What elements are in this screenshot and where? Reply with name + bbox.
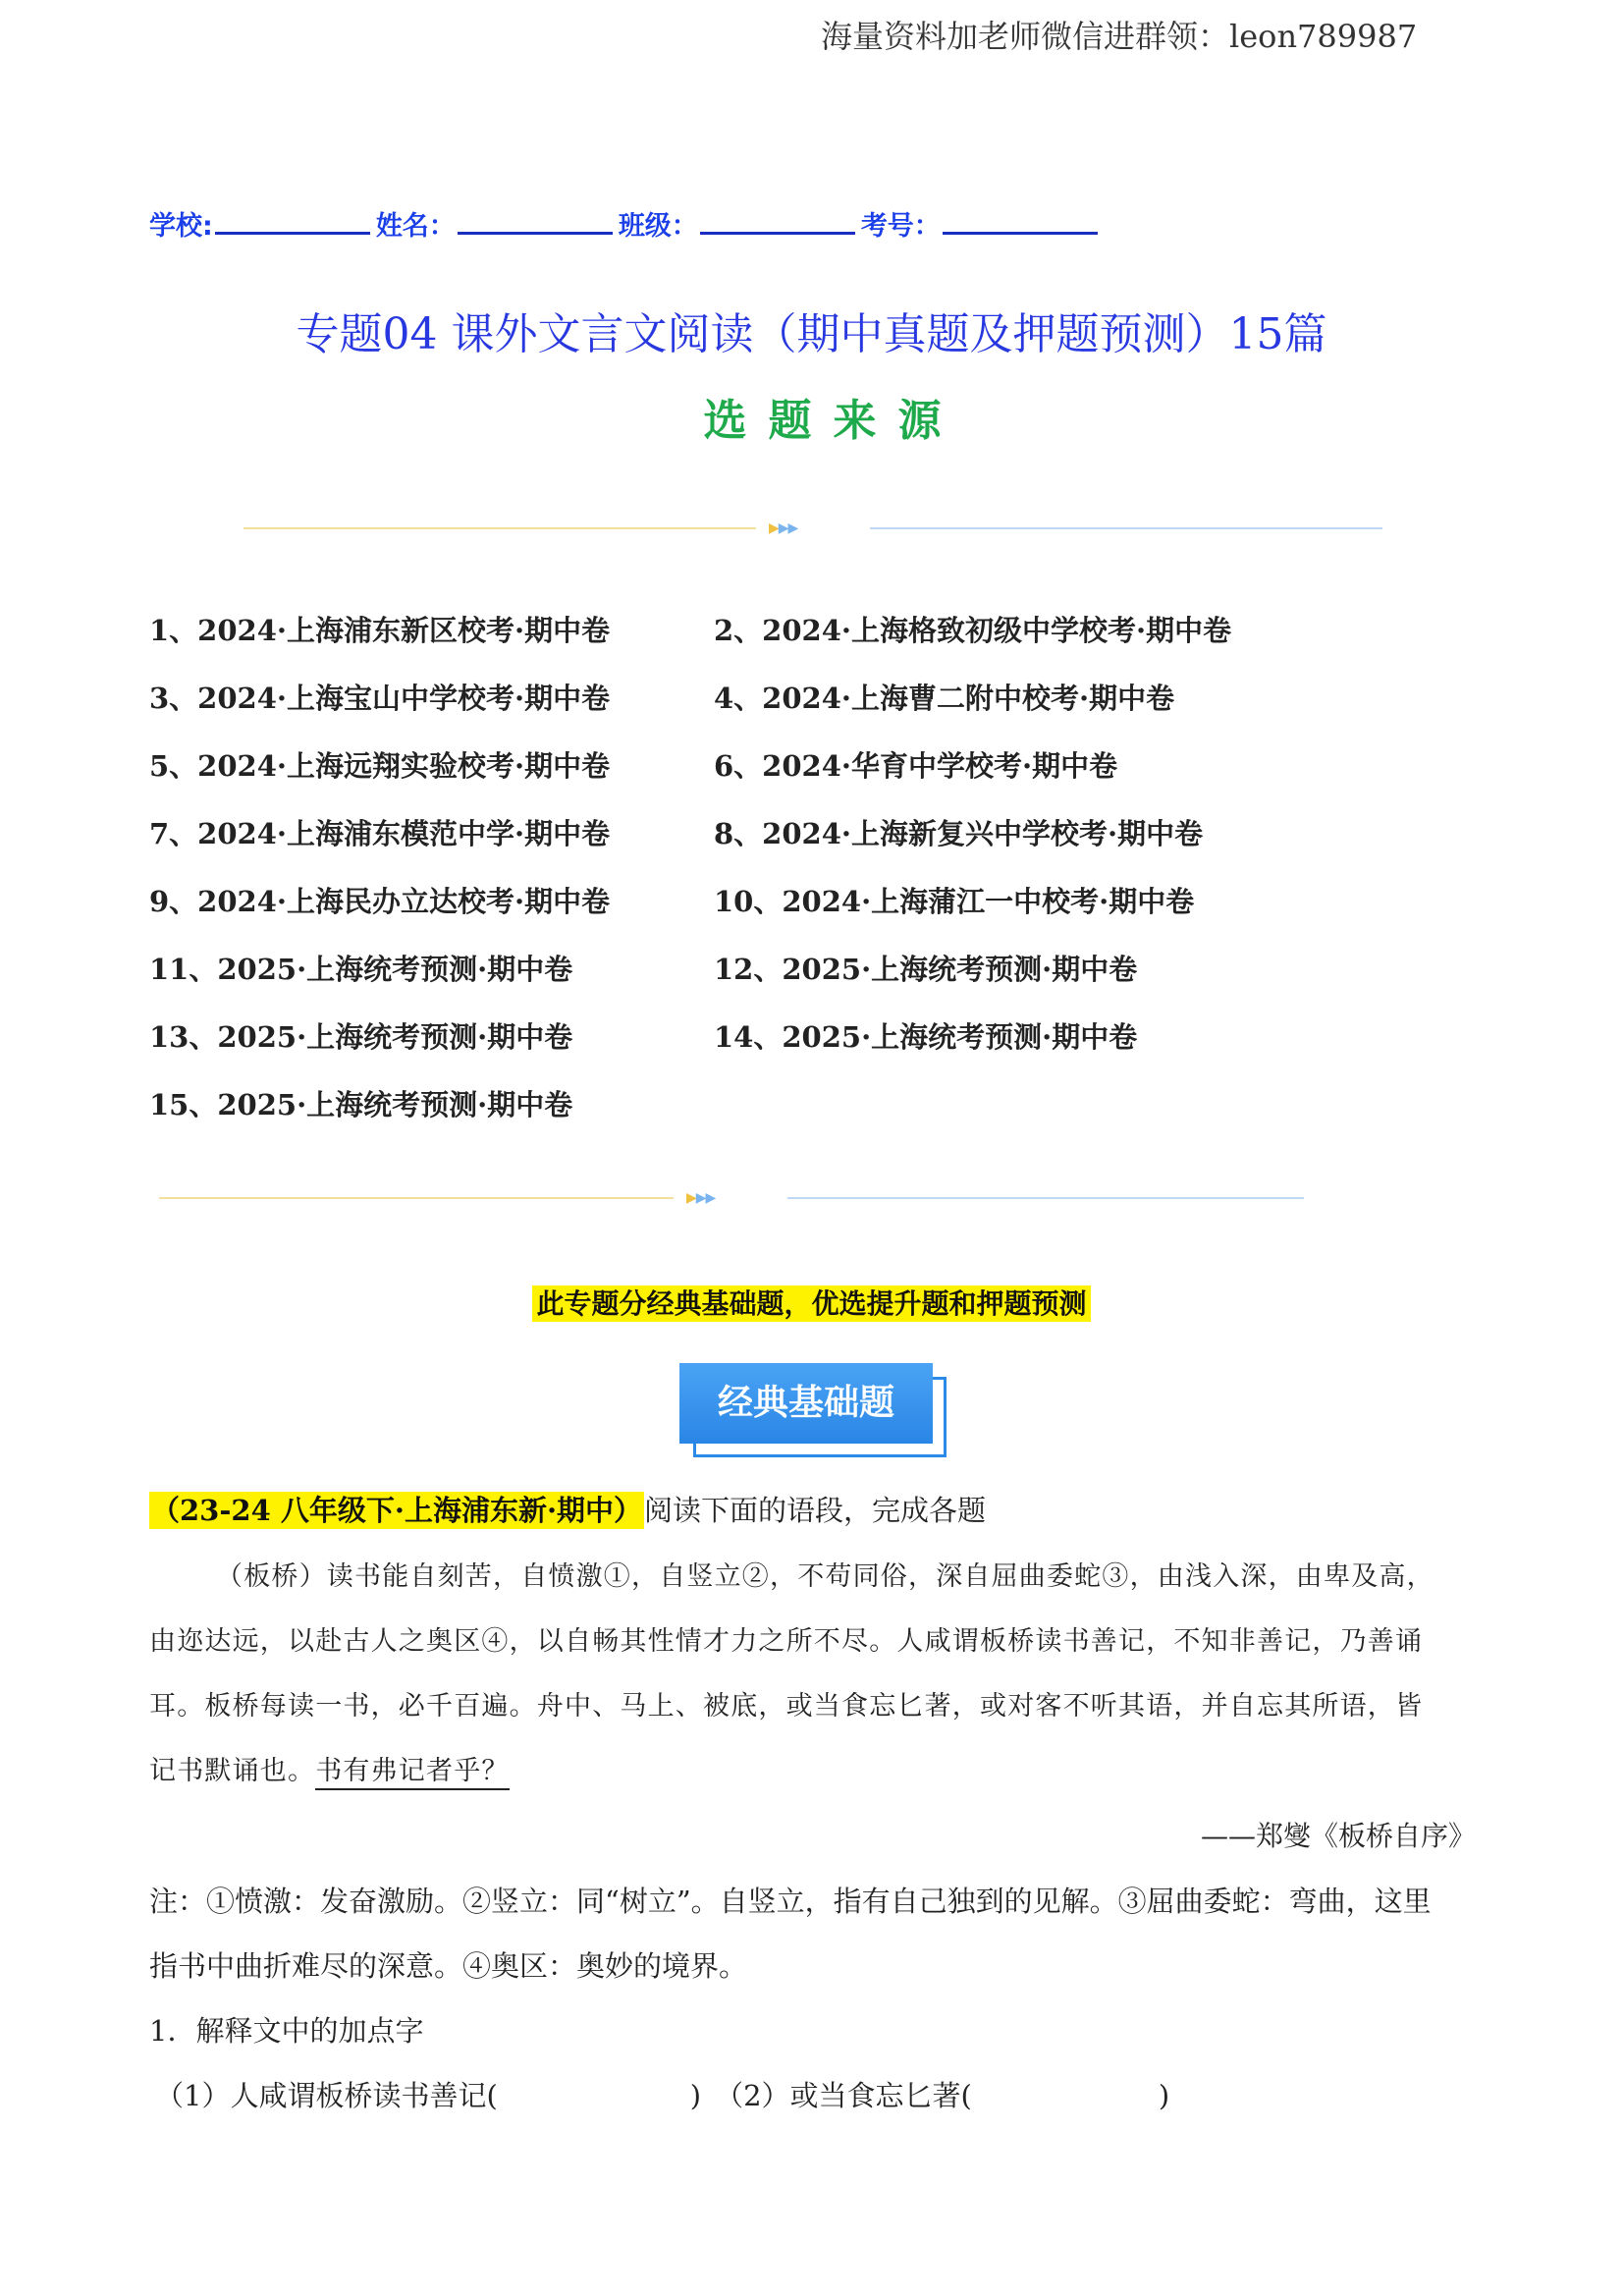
question-1-title: 1．解释文中的加点字 [149,2014,424,2048]
badge-label: 经典基础题 [679,1363,933,1444]
source-item: 1、2024·上海浦东新区校考·期中卷 [149,614,611,647]
annotation-line: 注：①愤激：发奋激励。②竖立：同“树立”。自竖立，指有自己独到的见解。③屈曲委蛇：弯曲，这里 [149,1885,1432,1918]
name-blank [458,210,613,235]
q1-part2-close: ) [1158,2079,1170,2112]
exam-no-label: 考号： [860,211,941,242]
passage-line [149,1749,510,1787]
topic-note-text: 此专题分经典基础题，优选提升题和押题预测 [532,1285,1090,1322]
passage-line: （板桥）读书能自刻苦，自愤激①，自竖立②，不苟同俗，深自屈曲委蛇③，由浅入深，由卑及高， [216,1561,1434,1592]
source-item: 10、2024·上海蒲江一中校考·期中卷 [714,885,1195,918]
source-item: 3、2024·上海宝山中学校考·期中卷 [149,682,611,715]
class-label: 班级： [618,211,698,242]
exam-no-blank [943,210,1098,235]
source-item: 4、2024·上海曹二附中校考·期中卷 [714,682,1175,715]
divider-bottom: ▶▶▶ [159,1191,1304,1205]
q1-part1-text: （1）人咸谓板桥读书善记( [155,2079,498,2112]
source-item: 9、2024·上海民办立达校考·期中卷 [149,885,611,918]
school-label: 学校: [149,211,213,242]
passage-line: 由迩达远，以赴古人之奥区④，以自畅其性情才力之所不尽。人咸谓板桥读书善记，不知非善记，乃善诵 [149,1626,1424,1657]
name-label: 姓名： [375,211,456,242]
student-info-row [149,204,1104,243]
topic-note-banner [0,1283,1623,1322]
q1-part1-close: ) [689,2079,702,2112]
section-badge [679,1363,947,1457]
annotation-line: 指书中曲折难尽的深意。④奥区：奥妙的境界。 [149,1949,748,1983]
source-item: 8、2024·上海新复兴中学校考·期中卷 [714,817,1204,850]
source-item: 6、2024·华育中学校考·期中卷 [714,749,1118,783]
source-item: 15、2025·上海统考预测·期中卷 [149,1088,573,1121]
q1-part2-text: （2）或当食忘匕著( [715,2079,972,2112]
source-heading: 选题来源 [703,396,963,446]
document-title: 专题04 课外文言文阅读（期中真题及押题预测）15篇 [296,309,1327,359]
passage-underlined-sentence: 书有弗记者乎？ [315,1756,509,1790]
school-blank [215,210,370,235]
source-item: 2、2024·上海格致初级中学校考·期中卷 [714,614,1232,647]
source-item: 14、2025·上海统考预测·期中卷 [714,1020,1138,1054]
question-instruction: 阅读下面的语段，完成各题 [644,1494,987,1527]
source-item: 12、2025·上海统考预测·期中卷 [714,953,1138,986]
passage-author: ——郑燮《板桥自序》 [1200,1820,1476,1852]
source-item: 7、2024·上海浦东模范中学·期中卷 [149,817,611,850]
question-1-answer-row [155,2074,1169,2114]
source-item: 11、2025·上海统考预测·期中卷 [149,953,573,986]
class-blank [700,210,855,235]
header-note: 海量资料加老师微信进群领：leon789987 [821,18,1418,55]
passage-last-lead: 记书默诵也。 [149,1756,316,1786]
source-item: 13、2025·上海统考预测·期中卷 [149,1020,573,1054]
source-item: 5、2024·上海远翔实验校考·期中卷 [149,749,611,783]
question-source-line [149,1489,986,1529]
question-source-tag: （23-24 八年级下·上海浦东新·期中） [151,1494,643,1527]
divider-top: ▶▶▶ [243,521,1382,535]
passage-line: 耳。板桥每读一书，必千百遍。舟中、马上、被底，或当食忘匕著，或对客不听其语，并自忘其所语，皆 [149,1691,1424,1722]
